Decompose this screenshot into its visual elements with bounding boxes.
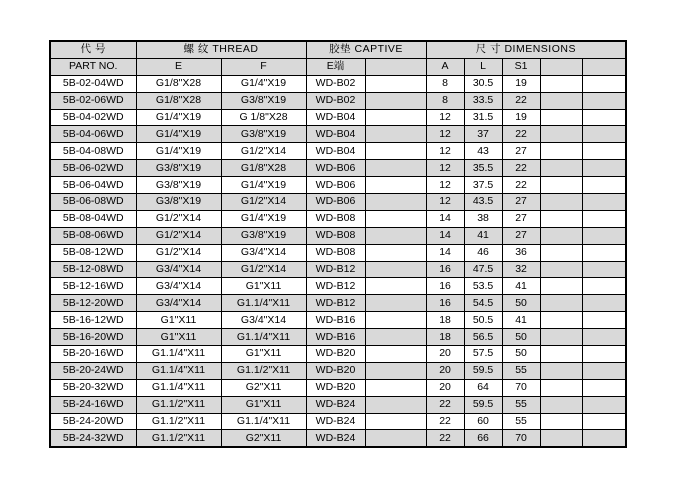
part-no-cell: 5B-24-32WD xyxy=(50,430,136,447)
part-no-cell: 5B-12-08WD xyxy=(50,261,136,278)
dim-a-cell: 12 xyxy=(426,177,464,194)
dim-s1-cell: 19 xyxy=(502,109,540,126)
dim-a-cell: 16 xyxy=(426,295,464,312)
dim-a-cell: 20 xyxy=(426,379,464,396)
dim-s1-cell: 55 xyxy=(502,413,540,430)
captive-e-cell: WD-B08 xyxy=(306,210,365,227)
thread-f-cell: G3/8"X19 xyxy=(221,126,306,143)
part-no-cell: 5B-20-32WD xyxy=(50,379,136,396)
dim-s1-cell: 41 xyxy=(502,278,540,295)
thread-f-cell: G1/4"X19 xyxy=(221,75,306,92)
dim-l-cell: 35.5 xyxy=(464,160,502,177)
thread-e-cell: G1.1/2"X11 xyxy=(136,413,221,430)
blank-cell xyxy=(540,92,582,109)
table-row xyxy=(50,379,626,396)
thread-f-cell: G1/8"X28 xyxy=(221,160,306,177)
blank-cell xyxy=(540,261,582,278)
thread-f-cell: G1"X11 xyxy=(221,396,306,413)
blank-cell xyxy=(365,379,426,396)
blank-cell xyxy=(365,109,426,126)
dim-l-cell: 59.5 xyxy=(464,362,502,379)
dim-s1-cell: 27 xyxy=(502,227,540,244)
table-row xyxy=(50,210,626,227)
dim-l-cell: 53.5 xyxy=(464,278,502,295)
thread-e-cell: G1.1/4"X11 xyxy=(136,379,221,396)
blank-cell xyxy=(582,312,626,329)
thread-e-cell: G1/8"X28 xyxy=(136,92,221,109)
part-no-cell: 5B-06-02WD xyxy=(50,160,136,177)
thread-f-cell: G1/2"X14 xyxy=(221,194,306,211)
blank-cell xyxy=(365,227,426,244)
dim-s1-cell: 50 xyxy=(502,295,540,312)
dim-s1-cell: 70 xyxy=(502,379,540,396)
table-row xyxy=(50,295,626,312)
dim-l-cell: 37.5 xyxy=(464,177,502,194)
dim-s1-cell: 19 xyxy=(502,75,540,92)
dim-l-cell: 56.5 xyxy=(464,329,502,346)
thread-e-cell: G1.1/4"X11 xyxy=(136,346,221,363)
dim-a-header: A xyxy=(426,58,464,75)
captive-e-cell: WD-B20 xyxy=(306,379,365,396)
blank-cell xyxy=(365,244,426,261)
dim-a-cell: 18 xyxy=(426,312,464,329)
dim-a-cell: 12 xyxy=(426,109,464,126)
part-no-cell: 5B-20-24WD xyxy=(50,362,136,379)
dim-s1-cell: 41 xyxy=(502,312,540,329)
part-no-cell: 5B-08-12WD xyxy=(50,244,136,261)
table-row xyxy=(50,143,626,160)
blank-cell xyxy=(540,75,582,92)
captive-e-cell: WD-B04 xyxy=(306,143,365,160)
dim-a-cell: 8 xyxy=(426,92,464,109)
part-no-cell: 5B-02-06WD xyxy=(50,92,136,109)
part-no-cell: 5B-20-16WD xyxy=(50,346,136,363)
table-row xyxy=(50,362,626,379)
dim-s1-cell: 27 xyxy=(502,210,540,227)
table-row xyxy=(50,329,626,346)
thread-f-cell: G 1/8"X28 xyxy=(221,109,306,126)
blank-cell xyxy=(365,295,426,312)
dim-a-cell: 14 xyxy=(426,244,464,261)
blank-cell xyxy=(582,430,626,447)
blank-cell xyxy=(365,329,426,346)
dim-l-cell: 43 xyxy=(464,143,502,160)
blank-cell xyxy=(540,143,582,160)
dim-s1-cell: 27 xyxy=(502,194,540,211)
dim-l-cell: 47.5 xyxy=(464,261,502,278)
blank-cell xyxy=(540,278,582,295)
dim-a-cell: 12 xyxy=(426,126,464,143)
captive-e-cell: WD-B08 xyxy=(306,244,365,261)
table-row xyxy=(50,278,626,295)
dim-s1-cell: 22 xyxy=(502,160,540,177)
dim-s1-cell: 50 xyxy=(502,329,540,346)
captive-blank-header xyxy=(365,58,426,75)
thread-f-cell: G1"X11 xyxy=(221,278,306,295)
blank-cell xyxy=(540,295,582,312)
dim-s1-header: S1 xyxy=(502,58,540,75)
table-row xyxy=(50,396,626,413)
thread-e-cell: G3/4"X14 xyxy=(136,278,221,295)
blank-cell xyxy=(582,75,626,92)
part-no-cell: 5B-06-08WD xyxy=(50,194,136,211)
thread-e-cell: G1.1/4"X11 xyxy=(136,362,221,379)
dim-s1-cell: 50 xyxy=(502,346,540,363)
table-row xyxy=(50,92,626,109)
blank-cell xyxy=(365,177,426,194)
blank-cell xyxy=(540,362,582,379)
blank-cell xyxy=(365,92,426,109)
thread-e-cell: G3/8"X19 xyxy=(136,194,221,211)
dim-s1-cell: 55 xyxy=(502,396,540,413)
blank-cell xyxy=(365,430,426,447)
dim-a-cell: 14 xyxy=(426,227,464,244)
header-row-1 xyxy=(50,41,626,58)
blank-cell xyxy=(540,346,582,363)
thread-e-cell: G1/4"X19 xyxy=(136,126,221,143)
captive-e-cell: WD-B04 xyxy=(306,126,365,143)
blank-cell xyxy=(540,430,582,447)
thread-header: 螺 纹 THREAD xyxy=(136,41,306,58)
thread-f-cell: G1.1/2"X11 xyxy=(221,362,306,379)
dim-l-cell: 54.5 xyxy=(464,295,502,312)
blank-cell xyxy=(540,396,582,413)
thread-e-cell: G3/4"X14 xyxy=(136,295,221,312)
dim-s1-cell: 70 xyxy=(502,430,540,447)
thread-e-cell: G1/2"X14 xyxy=(136,244,221,261)
spec-table xyxy=(49,40,627,448)
dim-l-cell: 57.5 xyxy=(464,346,502,363)
dim-l-cell: 46 xyxy=(464,244,502,261)
blank-cell xyxy=(582,160,626,177)
table-row xyxy=(50,177,626,194)
blank-cell xyxy=(582,278,626,295)
thread-e-cell: G1/2"X14 xyxy=(136,210,221,227)
blank-cell xyxy=(365,413,426,430)
dim-l-cell: 31.5 xyxy=(464,109,502,126)
blank-cell xyxy=(365,75,426,92)
header-row-2 xyxy=(50,58,626,75)
thread-f-cell: G1/4"X19 xyxy=(221,177,306,194)
thread-f-cell: G3/4"X14 xyxy=(221,244,306,261)
part-no-cell: 5B-24-20WD xyxy=(50,413,136,430)
blank-cell xyxy=(540,126,582,143)
dim-s1-cell: 22 xyxy=(502,177,540,194)
dim-a-cell: 20 xyxy=(426,362,464,379)
dim-a-cell: 22 xyxy=(426,413,464,430)
blank-cell xyxy=(582,329,626,346)
blank-cell xyxy=(365,362,426,379)
table-row xyxy=(50,312,626,329)
captive-e-cell: WD-B20 xyxy=(306,362,365,379)
table-row xyxy=(50,194,626,211)
captive-e-cell: WD-B12 xyxy=(306,295,365,312)
part-no-cell: 5B-04-06WD xyxy=(50,126,136,143)
captive-header: 胶垫 CAPTIVE xyxy=(306,41,426,58)
part-no-cell: 5B-04-08WD xyxy=(50,143,136,160)
table-row xyxy=(50,160,626,177)
thread-e-cell: G3/4"X14 xyxy=(136,261,221,278)
thread-e-cell: G1.1/2"X11 xyxy=(136,396,221,413)
blank-cell xyxy=(582,109,626,126)
thread-e-cell: G1/2"X14 xyxy=(136,227,221,244)
blank-cell xyxy=(540,227,582,244)
blank-cell xyxy=(540,312,582,329)
table-row xyxy=(50,430,626,447)
dim-l-cell: 43.5 xyxy=(464,194,502,211)
dim-l-header: L xyxy=(464,58,502,75)
blank-cell xyxy=(365,210,426,227)
thread-f-cell: G3/4"X14 xyxy=(221,312,306,329)
captive-e-cell: WD-B06 xyxy=(306,177,365,194)
blank-cell xyxy=(582,379,626,396)
captive-e-cell: WD-B16 xyxy=(306,312,365,329)
captive-e-cell: WD-B24 xyxy=(306,430,365,447)
captive-e-cell: WD-B08 xyxy=(306,227,365,244)
blank-cell xyxy=(365,160,426,177)
blank-cell xyxy=(365,126,426,143)
blank-cell xyxy=(540,379,582,396)
part-no-cell: 5B-16-12WD xyxy=(50,312,136,329)
blank-cell xyxy=(540,109,582,126)
dim-s1-cell: 36 xyxy=(502,244,540,261)
dim-l-cell: 37 xyxy=(464,126,502,143)
dim-l-cell: 33.5 xyxy=(464,92,502,109)
captive-e-cell: WD-B24 xyxy=(306,396,365,413)
part-no-cell: 5B-12-16WD xyxy=(50,278,136,295)
captive-e-cell: WD-B12 xyxy=(306,278,365,295)
dim-s1-cell: 22 xyxy=(502,92,540,109)
dim-a-cell: 18 xyxy=(426,329,464,346)
thread-f-cell: G1.1/4"X11 xyxy=(221,329,306,346)
captive-e-cell: WD-B06 xyxy=(306,160,365,177)
thread-f-cell: G1.1/4"X11 xyxy=(221,295,306,312)
captive-e-cell: WD-B16 xyxy=(306,329,365,346)
part-no-cell: 5B-06-04WD xyxy=(50,177,136,194)
dim-blank-header-2 xyxy=(582,58,626,75)
blank-cell xyxy=(540,177,582,194)
thread-e-cell: G3/8"X19 xyxy=(136,177,221,194)
blank-cell xyxy=(365,346,426,363)
thread-f-cell: G3/8"X19 xyxy=(221,92,306,109)
dim-a-cell: 12 xyxy=(426,143,464,160)
dim-s1-cell: 55 xyxy=(502,362,540,379)
table-row xyxy=(50,261,626,278)
thread-f-cell: G1/4"X19 xyxy=(221,210,306,227)
thread-e-cell: G1/8"X28 xyxy=(136,75,221,92)
blank-cell xyxy=(582,346,626,363)
blank-cell xyxy=(582,396,626,413)
dim-a-cell: 22 xyxy=(426,396,464,413)
thread-e-header: E xyxy=(136,58,221,75)
table-row xyxy=(50,126,626,143)
thread-f-cell: G1/2"X14 xyxy=(221,261,306,278)
dim-l-cell: 41 xyxy=(464,227,502,244)
part-no-cell: 5B-08-04WD xyxy=(50,210,136,227)
thread-f-cell: G1/2"X14 xyxy=(221,143,306,160)
blank-cell xyxy=(582,261,626,278)
dim-a-cell: 20 xyxy=(426,346,464,363)
dim-s1-cell: 22 xyxy=(502,126,540,143)
thread-f-cell: G2"X11 xyxy=(221,430,306,447)
captive-e-cell: WD-B12 xyxy=(306,261,365,278)
thread-e-cell: G1.1/2"X11 xyxy=(136,430,221,447)
table-body xyxy=(50,75,626,447)
captive-e-cell: WD-B06 xyxy=(306,194,365,211)
blank-cell xyxy=(582,143,626,160)
thread-f-cell: G1"X11 xyxy=(221,346,306,363)
blank-cell xyxy=(582,244,626,261)
part-no-cell: 5B-12-20WD xyxy=(50,295,136,312)
table-row xyxy=(50,227,626,244)
blank-cell xyxy=(582,210,626,227)
thread-e-cell: G3/8"X19 xyxy=(136,160,221,177)
dim-a-cell: 16 xyxy=(426,261,464,278)
captive-e-cell: WD-B04 xyxy=(306,109,365,126)
table-row xyxy=(50,244,626,261)
table-row xyxy=(50,109,626,126)
captive-e-cell: WD-B24 xyxy=(306,413,365,430)
blank-cell xyxy=(582,227,626,244)
dim-a-cell: 12 xyxy=(426,194,464,211)
dim-l-cell: 30.5 xyxy=(464,75,502,92)
dimensions-header: 尺 寸 DIMENSIONS xyxy=(426,41,626,58)
dim-l-cell: 60 xyxy=(464,413,502,430)
thread-e-cell: G1/4"X19 xyxy=(136,143,221,160)
part-no-cn-header: 代 号 xyxy=(50,41,136,58)
blank-cell xyxy=(365,261,426,278)
thread-f-cell: G2"X11 xyxy=(221,379,306,396)
dim-l-cell: 64 xyxy=(464,379,502,396)
blank-cell xyxy=(582,177,626,194)
dim-l-cell: 50.5 xyxy=(464,312,502,329)
blank-cell xyxy=(540,210,582,227)
blank-cell xyxy=(365,396,426,413)
thread-e-cell: G1/4"X19 xyxy=(136,109,221,126)
blank-cell xyxy=(540,160,582,177)
captive-e-cell: WD-B02 xyxy=(306,92,365,109)
dim-blank-header-1 xyxy=(540,58,582,75)
blank-cell xyxy=(582,126,626,143)
captive-e-cell: WD-B20 xyxy=(306,346,365,363)
blank-cell xyxy=(582,295,626,312)
dim-a-cell: 14 xyxy=(426,210,464,227)
dim-s1-cell: 27 xyxy=(502,143,540,160)
thread-f-header: F xyxy=(221,58,306,75)
dim-a-cell: 22 xyxy=(426,430,464,447)
blank-cell xyxy=(365,312,426,329)
part-no-cell: 5B-16-20WD xyxy=(50,329,136,346)
table-row xyxy=(50,413,626,430)
blank-cell xyxy=(540,413,582,430)
thread-e-cell: G1"X11 xyxy=(136,329,221,346)
captive-e-cell: WD-B02 xyxy=(306,75,365,92)
dim-a-cell: 12 xyxy=(426,160,464,177)
part-no-cell: 5B-04-02WD xyxy=(50,109,136,126)
part-no-cell: 5B-08-06WD xyxy=(50,227,136,244)
captive-e-end-header: E端 xyxy=(306,58,365,75)
thread-f-cell: G3/8"X19 xyxy=(221,227,306,244)
part-no-cell: 5B-24-16WD xyxy=(50,396,136,413)
part-no-header: PART NO. xyxy=(50,58,136,75)
blank-cell xyxy=(582,194,626,211)
blank-cell xyxy=(365,278,426,295)
dim-l-cell: 66 xyxy=(464,430,502,447)
part-no-cell: 5B-02-04WD xyxy=(50,75,136,92)
dim-s1-cell: 32 xyxy=(502,261,540,278)
blank-cell xyxy=(540,244,582,261)
blank-cell xyxy=(365,143,426,160)
table-row xyxy=(50,75,626,92)
dim-a-cell: 8 xyxy=(426,75,464,92)
blank-cell xyxy=(540,329,582,346)
blank-cell xyxy=(582,362,626,379)
thread-e-cell: G1"X11 xyxy=(136,312,221,329)
blank-cell xyxy=(582,413,626,430)
blank-cell xyxy=(582,92,626,109)
thread-f-cell: G1.1/4"X11 xyxy=(221,413,306,430)
dim-l-cell: 38 xyxy=(464,210,502,227)
blank-cell xyxy=(365,194,426,211)
dim-a-cell: 16 xyxy=(426,278,464,295)
blank-cell xyxy=(540,194,582,211)
table-row xyxy=(50,346,626,363)
dim-l-cell: 59.5 xyxy=(464,396,502,413)
